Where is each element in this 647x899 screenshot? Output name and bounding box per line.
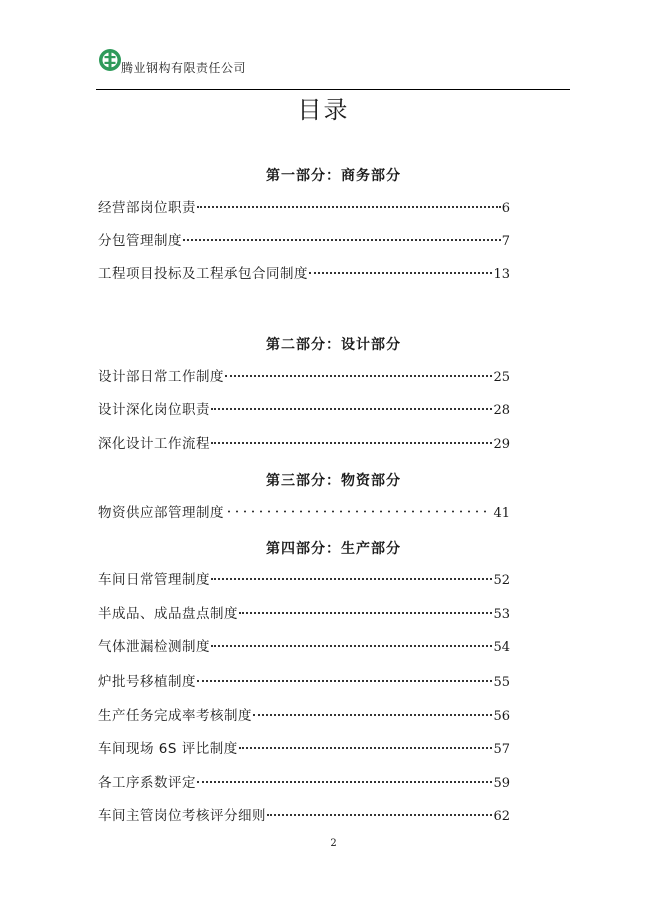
toc-entry[interactable] [98, 264, 510, 284]
toc-entry-title: 车间日常管理制度 [98, 572, 210, 588]
toc-leader [239, 747, 493, 749]
toc-entry-title: 各工序系数评定 [98, 775, 196, 791]
toc-entry-page: 25 [493, 370, 510, 385]
toc-leader [267, 814, 492, 816]
toc-entry-page: 53 [493, 607, 510, 622]
toc-leader [309, 272, 492, 274]
toc-leader [197, 680, 492, 682]
toc-entry[interactable] [98, 604, 510, 624]
toc-leader [225, 375, 492, 377]
toc-leader [197, 781, 492, 783]
toc-entry[interactable] [98, 672, 510, 692]
toc-leader [253, 714, 492, 716]
toc-entry-page: 59 [493, 776, 510, 791]
toc-entry-page: 52 [493, 573, 510, 588]
toc-leader [211, 442, 492, 444]
toc-entry-title: 生产任务完成率考核制度 [98, 708, 252, 724]
toc-entry[interactable] [98, 806, 510, 826]
toc-entry[interactable] [98, 773, 510, 793]
section-heading-business: 第一部分：商务部分 [266, 168, 401, 184]
toc-entry[interactable] [98, 739, 510, 759]
toc-entry-title: 深化设计工作流程 [98, 436, 210, 452]
toc-leader [211, 578, 492, 580]
toc-entry-title: 设计深化岗位职责 [98, 402, 210, 418]
toc-entry[interactable] [98, 400, 510, 420]
toc-entry-page: 29 [493, 437, 510, 452]
toc-entry-page: 62 [493, 809, 510, 824]
toc-entry-page: 54 [493, 640, 510, 655]
toc-entry[interactable] [98, 231, 510, 251]
toc-entry[interactable] [98, 570, 510, 590]
toc-entry[interactable] [98, 706, 510, 726]
toc-leader [183, 239, 501, 241]
page-header [96, 44, 570, 90]
toc-entry-title: 气体泄漏检测制度 [98, 639, 210, 655]
page-number: 2 [330, 838, 337, 849]
toc-entry-page: 13 [493, 267, 510, 282]
toc-entry-title: 半成品、成品盘点制度 [98, 606, 238, 622]
toc-entry[interactable] [98, 434, 510, 454]
page-title: 目录 [297, 96, 350, 124]
toc-entry-page: 7 [501, 234, 510, 249]
toc-entry-page: 41 [493, 506, 510, 521]
toc-entry-page: 6 [501, 201, 510, 216]
section-heading-production: 第四部分：生产部分 [266, 541, 401, 557]
toc-entry-title: 分包管理制度 [98, 233, 182, 249]
toc-entry-page: 55 [493, 675, 510, 690]
toc-leader [239, 612, 492, 614]
company-logo-icon [98, 48, 122, 72]
toc-entry-title: 物资供应部管理制度 [98, 505, 224, 521]
toc-entry-title: 设计部日常工作制度 [98, 369, 224, 385]
toc-entry[interactable] [98, 198, 510, 218]
toc-entry-title: 炉批号移植制度 [98, 674, 196, 690]
toc-entry-title: 工程项目投标及工程承包合同制度 [98, 266, 308, 282]
toc-leader [197, 206, 501, 208]
toc-entry[interactable] [98, 637, 510, 657]
toc-entry-title: 经营部岗位职责 [98, 200, 196, 216]
toc-entry-page: 56 [493, 709, 510, 724]
toc-entry-title: 车间现场 6S 评比制度 [98, 741, 238, 757]
toc-leader [211, 408, 492, 410]
section-heading-design: 第二部分：设计部分 [266, 337, 401, 353]
toc-leader [225, 510, 492, 513]
toc-leader [211, 645, 492, 647]
toc-entry[interactable] [98, 503, 510, 523]
section-heading-materials: 第三部分：物资部分 [266, 473, 401, 489]
toc-entry-page: 28 [493, 403, 510, 418]
company-name: 腾业钢构有限责任公司 [121, 61, 247, 75]
toc-entry[interactable] [98, 367, 510, 387]
toc-entry-title: 车间主管岗位考核评分细则 [98, 808, 266, 824]
toc-entry-page: 57 [493, 742, 510, 757]
